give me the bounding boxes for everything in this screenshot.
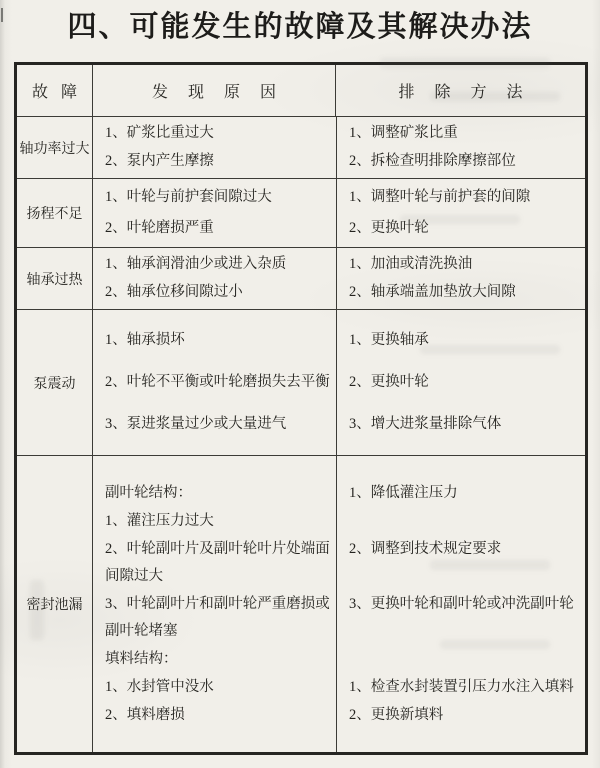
cause-text: 副叶轮结构： xyxy=(105,484,192,501)
header-cell-remedy xyxy=(336,65,585,116)
fault-cell: 扬程不足 xyxy=(17,179,93,247)
fault-cell: 轴承过热 xyxy=(17,248,93,309)
cause-remedy-pair xyxy=(93,591,585,645)
table-row xyxy=(17,117,585,179)
header-fault-label: 故障 xyxy=(31,84,90,101)
row-content xyxy=(93,179,585,247)
cause-remedy-pair xyxy=(93,251,585,278)
cause-text: 2、泵内产生摩擦 xyxy=(105,153,214,169)
cause-remedy-pair xyxy=(93,120,585,147)
cause-text: 1、轴承润滑油少或进入杂质 xyxy=(105,256,287,272)
remedy-text: 1、加油或清洗换油 xyxy=(349,256,473,272)
remedy-text: 2、调整到技术规定要求 xyxy=(349,540,502,557)
cause-remedy-pair xyxy=(93,411,585,438)
remedy-text: 2、轴承端盖加垫放大间隙 xyxy=(349,284,516,300)
cause-text: 1、灌注压力过大 xyxy=(105,512,214,529)
remedy-text: 1、更换轴承 xyxy=(349,332,429,348)
cause-text: 2、叶轮磨损严重 xyxy=(105,219,214,236)
cause-text: 1、轴承损坏 xyxy=(105,332,185,348)
cause-text: 3、泵进浆量过少或大量进气 xyxy=(105,416,287,432)
cause-remedy-pair xyxy=(93,148,585,175)
table-header-row xyxy=(17,65,585,117)
cause-text: 2、填料磨损 xyxy=(105,706,185,723)
fault-cell: 轴功率过大 xyxy=(17,117,93,178)
fault-cell: 泵震动 xyxy=(17,310,93,455)
remedy-text: 1、调整叶轮与前护套的间隙 xyxy=(349,189,531,206)
cause-text: 3、叶轮副叶片和副叶轮严重磨损或副叶轮堵塞 xyxy=(105,595,330,639)
cause-text: 2、叶轮副叶片及副叶轮叶片处端面间隙过大 xyxy=(105,540,330,584)
row-content xyxy=(93,456,585,752)
cause-text: 1、水封管中没水 xyxy=(105,678,214,695)
table-row xyxy=(17,248,585,310)
cause-remedy-pair xyxy=(93,508,585,535)
row-content xyxy=(93,117,585,178)
table-row xyxy=(17,456,585,752)
table-row xyxy=(17,179,585,248)
header-cell-fault xyxy=(17,65,93,116)
cause-text: 1、矿浆比重过大 xyxy=(105,125,214,141)
cause-text: 填料结构： xyxy=(105,650,178,667)
cause-remedy-pair xyxy=(93,674,585,701)
header-cell-cause xyxy=(93,65,336,116)
cause-text: 2、轴承位移间隙过小 xyxy=(105,284,243,300)
header-cause-label: 发现原因 xyxy=(151,84,296,101)
remedy-text: 1、检查水封装置引压力水注入填料 xyxy=(349,678,574,695)
cause-text: 1、叶轮与前护套间隙过大 xyxy=(105,189,272,206)
cause-remedy-pair xyxy=(93,327,585,354)
fault-troubleshooting-table xyxy=(14,62,588,755)
cause-remedy-pair xyxy=(93,480,585,507)
page-title: 四、可能发生的故障及其解决办法 xyxy=(67,11,533,43)
cause-remedy-pair xyxy=(93,702,585,729)
table-row xyxy=(17,310,585,456)
cause-remedy-pair xyxy=(93,279,585,306)
remedy-text: 3、更换叶轮和副叶轮或冲洗副叶轮 xyxy=(349,595,574,612)
remedy-text: 1、调整矿浆比重 xyxy=(349,125,458,141)
header-remedy-label: 排除方法 xyxy=(398,84,543,101)
remedy-text: 2、更换新填料 xyxy=(349,706,444,723)
row-content xyxy=(93,248,585,309)
cause-remedy-pair xyxy=(93,184,585,211)
remedy-text: 3、增大进浆量排除气体 xyxy=(349,416,502,432)
row-content xyxy=(93,310,585,455)
remedy-text: 2、拆检查明排除摩擦部位 xyxy=(349,153,516,169)
cause-remedy-pair xyxy=(93,536,585,590)
cause-text: 2、叶轮不平衡或叶轮磨损失去平衡 xyxy=(105,374,330,390)
remedy-text: 1、降低灌注压力 xyxy=(349,484,458,501)
fault-cell: 密封池漏 xyxy=(17,456,93,752)
cause-remedy-pair xyxy=(93,369,585,396)
remedy-text: 2、更换叶轮 xyxy=(349,374,429,390)
cause-remedy-pair xyxy=(93,646,585,673)
cause-remedy-pair xyxy=(93,215,585,242)
remedy-text: 2、更换叶轮 xyxy=(349,219,429,236)
